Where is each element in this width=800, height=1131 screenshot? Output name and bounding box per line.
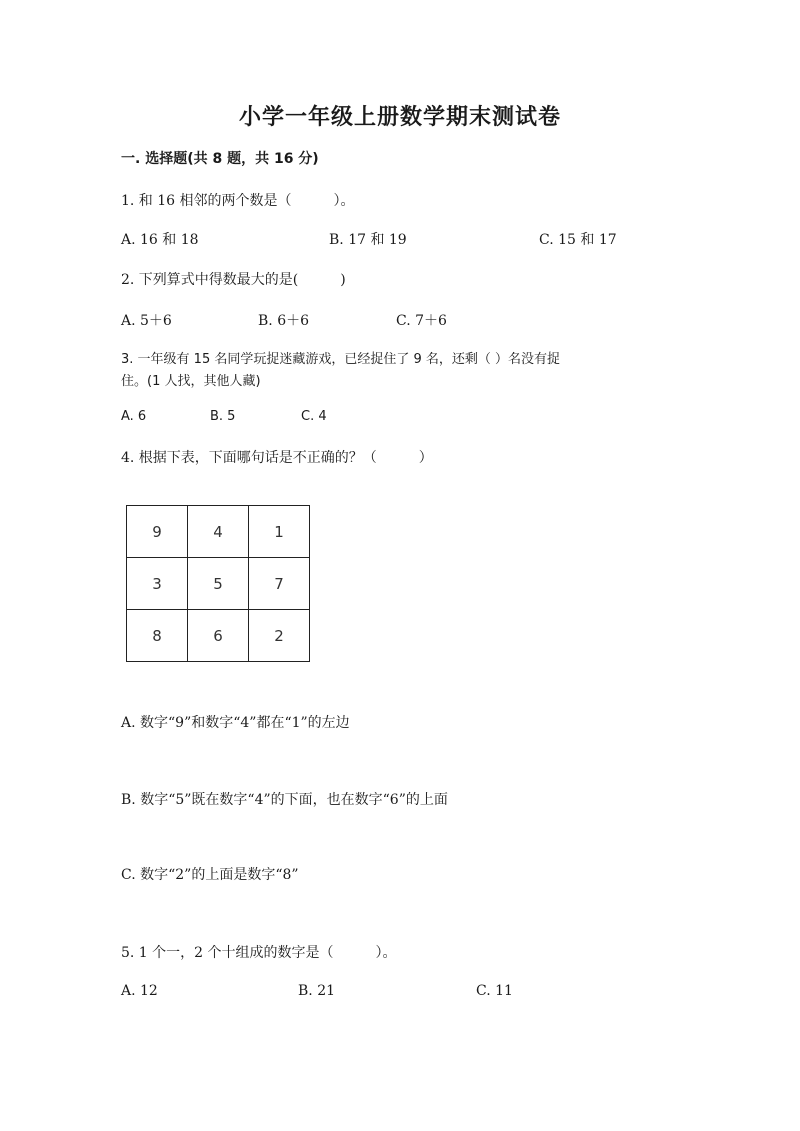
question-1-text: 1. 和 16 相邻的两个数是（ ）。 bbox=[121, 193, 355, 209]
question-2-option-a[interactable]: A. 5＋6 bbox=[121, 313, 172, 329]
table-row bbox=[127, 558, 310, 610]
number-grid-table bbox=[126, 505, 310, 662]
section-heading: 一. 选择题(共 8 题，共 16 分) bbox=[121, 151, 319, 167]
question-5-option-c[interactable]: C. 11 bbox=[476, 983, 513, 999]
question-5-option-b[interactable]: B. 21 bbox=[298, 983, 336, 999]
table-cell: 8 bbox=[127, 610, 188, 662]
question-4-option-a[interactable]: A. 数字“9”和数字“4”都在“1”的左边 bbox=[121, 715, 350, 731]
question-3-option-c[interactable]: C. 4 bbox=[301, 409, 327, 424]
table-cell: 7 bbox=[249, 558, 310, 610]
question-1-option-c[interactable]: C. 15 和 17 bbox=[539, 232, 617, 248]
table-cell: 2 bbox=[249, 610, 310, 662]
question-4-option-b[interactable]: B. 数字“5”既在数字“4”的下面，也在数字“6”的上面 bbox=[121, 792, 448, 808]
question-1-option-a[interactable]: A. 16 和 18 bbox=[121, 232, 199, 248]
question-3-option-b[interactable]: B. 5 bbox=[210, 409, 236, 424]
question-2-option-c[interactable]: C. 7＋6 bbox=[396, 313, 447, 329]
question-2-option-b[interactable]: B. 6＋6 bbox=[258, 313, 310, 329]
question-3-text-line-2: 住。(1 人找，其他人藏) bbox=[121, 374, 261, 389]
page-title: 小学一年级上册数学期末测试卷 bbox=[238, 104, 561, 130]
table-cell: 1 bbox=[249, 506, 310, 558]
question-4-option-c[interactable]: C. 数字“2”的上面是数字“8” bbox=[121, 867, 299, 883]
question-3-option-a[interactable]: A. 6 bbox=[121, 409, 147, 424]
table-cell: 6 bbox=[188, 610, 249, 662]
question-2-text: 2. 下列算式中得数最大的是( ) bbox=[121, 272, 346, 288]
table-cell: 5 bbox=[188, 558, 249, 610]
question-4-text: 4. 根据下表，下面哪句话是不正确的？（ ） bbox=[121, 450, 433, 466]
table-cell: 4 bbox=[188, 506, 249, 558]
table-cell: 3 bbox=[127, 558, 188, 610]
table-row bbox=[127, 610, 310, 662]
table-row bbox=[127, 506, 310, 558]
question-1-option-b[interactable]: B. 17 和 19 bbox=[329, 232, 407, 248]
table-cell: 9 bbox=[127, 506, 188, 558]
question-5-option-a[interactable]: A. 12 bbox=[121, 983, 158, 999]
question-5-text: 5. 1 个一，2 个十组成的数字是（ ）。 bbox=[121, 945, 397, 961]
question-3-text-line-1: 3. 一年级有 15 名同学玩捉迷藏游戏，已经捉住了 9 名，还剩（ ）名没有捉 bbox=[121, 352, 561, 367]
